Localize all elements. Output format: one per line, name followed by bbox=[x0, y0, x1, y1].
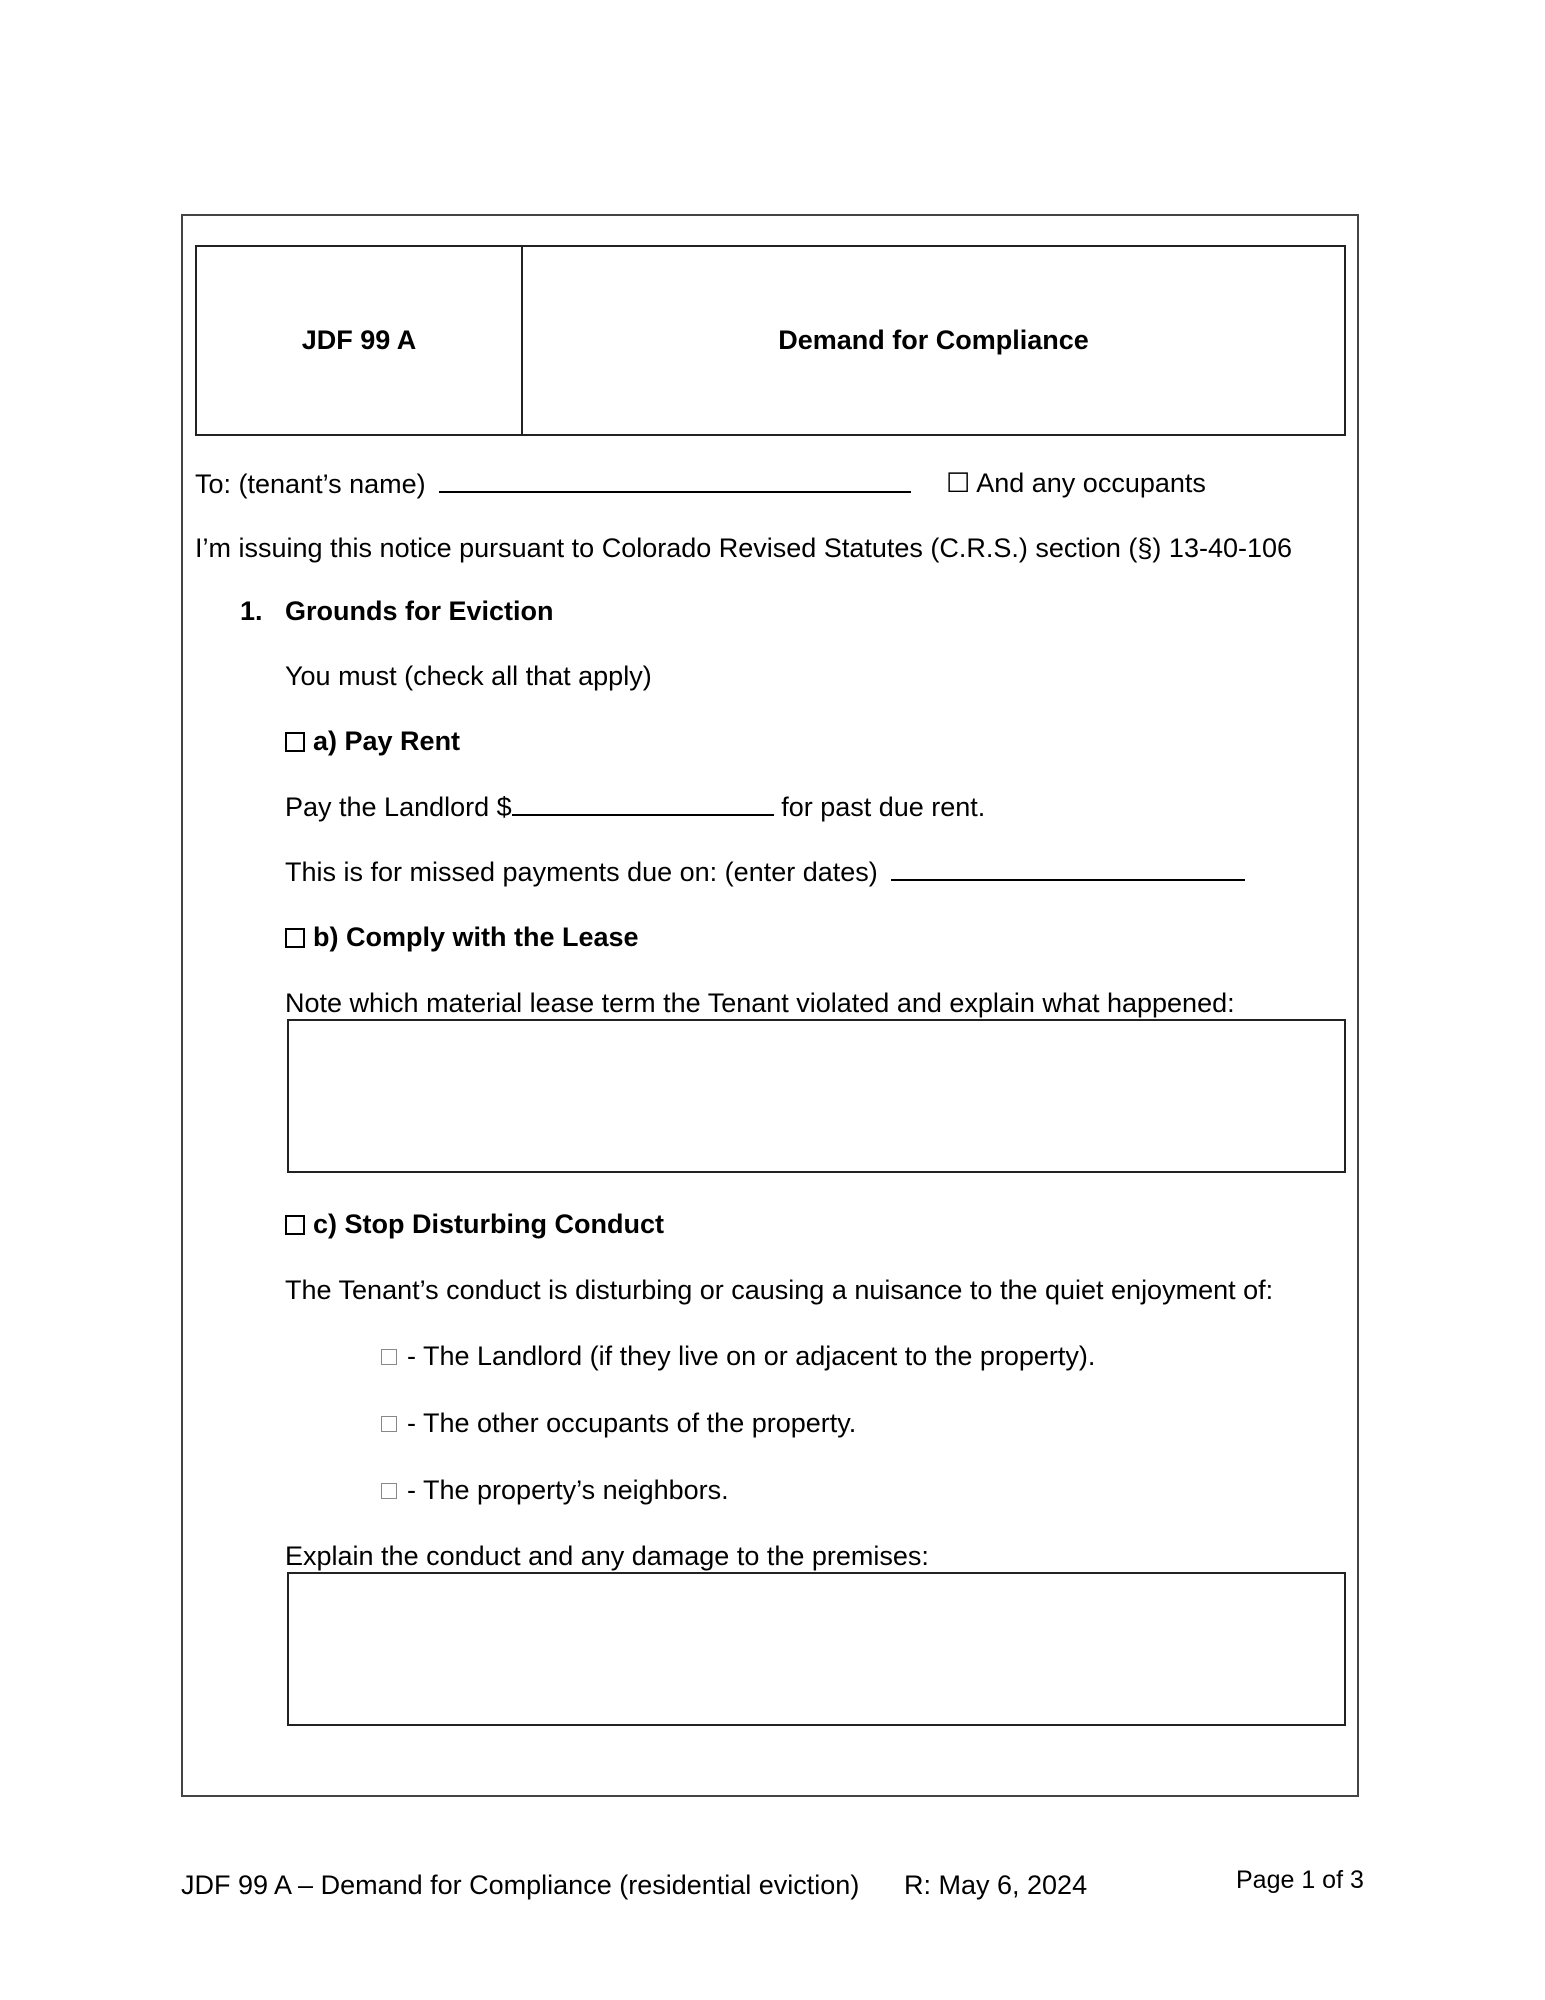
footer-form-name: JDF 99 A – Demand for Compliance (residential eviction) bbox=[181, 1870, 860, 1900]
conduct-description: The Tenant’s conduct is disturbing or causing a nuisance to the quiet enjoyment of: bbox=[285, 1275, 1274, 1305]
pay-rent-checkbox[interactable] bbox=[285, 732, 305, 752]
comply-lease-label: b) Comply with the Lease bbox=[313, 922, 639, 952]
neighbors-checkbox[interactable] bbox=[381, 1483, 397, 1499]
occupants-checkbox[interactable]: ☐ bbox=[946, 468, 971, 498]
pay-suffix: for past due rent. bbox=[781, 792, 986, 822]
footer-page-number: Page 1 of 3 bbox=[1236, 1866, 1364, 1894]
rent-amount-field[interactable] bbox=[512, 790, 774, 816]
pay-prefix: Pay the Landlord $ bbox=[285, 792, 512, 822]
section-1-heading: Grounds for Eviction bbox=[285, 596, 554, 626]
option-b[interactable] bbox=[285, 921, 639, 953]
intro-statement: I’m issuing this notice pursuant to Colorado Revised Statutes (C.R.S.) section (§) 13-40-106 bbox=[195, 533, 1293, 563]
conduct-option-neighbors[interactable] bbox=[381, 1474, 729, 1506]
landlord-checkbox[interactable] bbox=[381, 1349, 397, 1365]
footer-revision: R: May 6, 2024 bbox=[904, 1870, 1088, 1900]
stop-conduct-label: c) Stop Disturbing Conduct bbox=[313, 1209, 664, 1239]
other-occupants-option-label: - The other occupants of the property. bbox=[407, 1408, 857, 1438]
form-id: JDF 99 A bbox=[197, 247, 523, 434]
pay-amount-line bbox=[285, 790, 985, 823]
lease-violation-textbox[interactable] bbox=[287, 1019, 1346, 1173]
section-1-number: 1. bbox=[240, 596, 263, 626]
other-occupants-checkbox[interactable] bbox=[381, 1416, 397, 1432]
form-title: Demand for Compliance bbox=[778, 325, 1089, 355]
landlord-option-label: - The Landlord (if they live on or adjacent to the property). bbox=[407, 1341, 1096, 1371]
comply-lease-checkbox[interactable] bbox=[285, 928, 305, 948]
section-1-instruction: You must (check all that apply) bbox=[285, 661, 652, 691]
to-line bbox=[195, 467, 911, 500]
option-c[interactable] bbox=[285, 1208, 664, 1240]
missed-dates-label: This is for missed payments due on: (enter dates) bbox=[285, 857, 878, 887]
conduct-option-occupants[interactable] bbox=[381, 1407, 856, 1439]
missed-dates-field[interactable] bbox=[891, 855, 1245, 881]
occupants-option[interactable] bbox=[946, 467, 1206, 499]
option-a[interactable] bbox=[285, 725, 460, 757]
neighbors-option-label: - The property’s neighbors. bbox=[407, 1475, 729, 1505]
form-header bbox=[195, 245, 1346, 436]
pay-rent-label: a) Pay Rent bbox=[313, 726, 461, 756]
conduct-explain-label: Explain the conduct and any damage to the premises: bbox=[285, 1541, 929, 1571]
stop-conduct-checkbox[interactable] bbox=[285, 1215, 305, 1235]
missed-dates-line bbox=[285, 855, 1245, 888]
conduct-explain-textbox[interactable] bbox=[287, 1572, 1346, 1726]
occupants-label: And any occupants bbox=[976, 468, 1206, 498]
lease-violation-note: Note which material lease term the Tenant violated and explain what happened: bbox=[285, 988, 1235, 1018]
tenant-name-label: To: (tenant’s name) bbox=[195, 469, 426, 499]
conduct-option-landlord[interactable] bbox=[381, 1340, 1095, 1372]
tenant-name-field[interactable] bbox=[439, 467, 911, 493]
